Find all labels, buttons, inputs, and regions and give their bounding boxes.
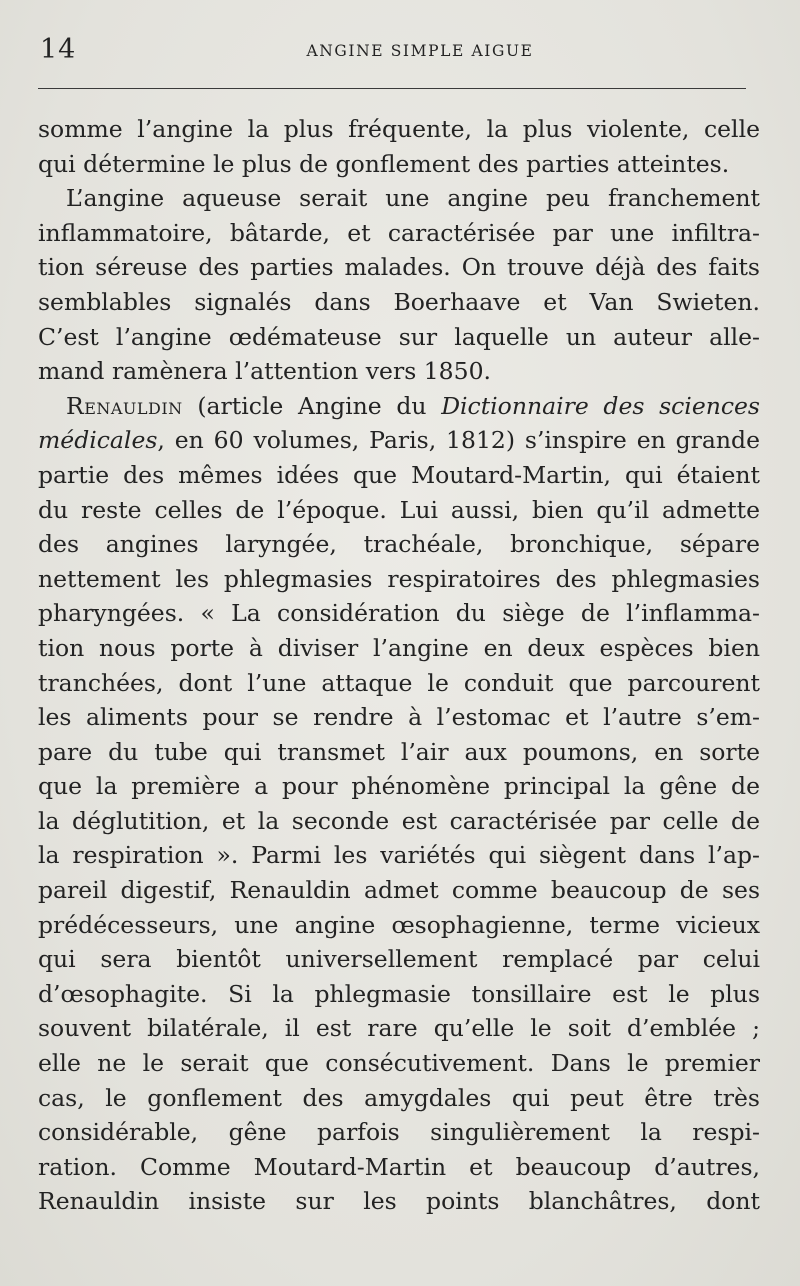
author-name: Renauldin [66, 391, 183, 420]
text-line: tranchées, dont l’une attaque le conduit que parcourent [38, 668, 760, 697]
text-line: nettement les phlegmasies respiratoires des phlegmasies [38, 564, 760, 593]
page-header [40, 34, 760, 74]
book-title: Dictionnaire des sciences [441, 391, 760, 420]
text-line: prédécesseurs, une angine œsophagienne, terme vicieux [38, 910, 760, 939]
text-line: la déglutition, et la seconde est caractérisée par celle de [38, 806, 760, 835]
text-line: que la première a pour phénomène principal la gêne de [38, 772, 760, 801]
text-fragment: (article Angine du [182, 391, 442, 420]
text-line: ration. Comme Moutard-Martin et beaucoup d’autres, [38, 1152, 760, 1181]
text-line: tion séreuse des parties malades. On trouve déjà des faits [38, 253, 760, 282]
header-rule [38, 88, 746, 89]
text-line: partie des mêmes idées que Moutard-Martin, qui étaient [38, 460, 760, 489]
text-line: semblables signalés dans Boerhaave et Van Swieten. [38, 287, 760, 316]
text-line-renauldin [38, 389, 760, 424]
text-line: qui détermine le plus de gonflement des parties atteintes. [38, 149, 730, 178]
text-line: qui sera bientôt universellement remplacé par celui [38, 945, 760, 974]
text-line: du reste celles de l’époque. Lui aussi, bien qu’il admette [38, 495, 760, 524]
text-line: L’angine aqueuse serait une angine peu franchement [66, 184, 760, 213]
text-line: inflammatoire, bâtarde, et caractérisée par une infiltra- [38, 218, 760, 247]
page-number: 14 [40, 34, 77, 65]
text-line: pare du tube qui transmet l’air aux poumons, en sorte [38, 737, 760, 766]
text-line: Renauldin insiste sur les points blanchâtres, dont [38, 1187, 760, 1216]
text-line: pharyngées. « La considération du siège de l’inflamma- [38, 599, 760, 628]
text-line: cas, le gonflement des amygdales qui peut être très [38, 1083, 760, 1112]
text-line: souvent bilatérale, il est rare qu’elle le soit d’emblée ; [38, 1014, 760, 1043]
text-line: elle ne le serait que consécutivement. Dans le premier [38, 1049, 760, 1078]
text-fragment: , en 60 volumes, Paris, 1812) s’inspire en grande [157, 426, 760, 455]
text-line: pareil digestif, Renauldin admet comme beaucoup de ses [38, 876, 760, 905]
text-line: tion nous porte à diviser l’angine en deux espèces bien [38, 633, 760, 662]
text-line: C’est l’angine œdémateuse sur laquelle un auteur alle- [38, 322, 760, 351]
running-title: ANGINE SIMPLE AIGUE [306, 42, 534, 60]
text-line: d’œsophagite. Si la phlegmasie tonsillaire est le plus [38, 979, 760, 1008]
text-line-medicales [38, 423, 760, 458]
text-line: somme l’angine la plus fréquente, la plus violente, celle [38, 115, 760, 143]
text-line: mand ramènera l’attention vers 1850. [38, 357, 491, 386]
text-line: les aliments pour se rendre à l’estomac et l’autre s’em- [38, 703, 760, 732]
book-title-continued: médicales [38, 426, 158, 455]
text-line: des angines laryngée, trachéale, bronchique, sépare [38, 530, 760, 559]
text-line: la respiration ». Parmi les variétés qui siègent dans l’ap- [38, 841, 760, 870]
text-line: considérable, gêne parfois singulièrement la respi- [38, 1118, 760, 1147]
body-text [38, 112, 760, 1219]
